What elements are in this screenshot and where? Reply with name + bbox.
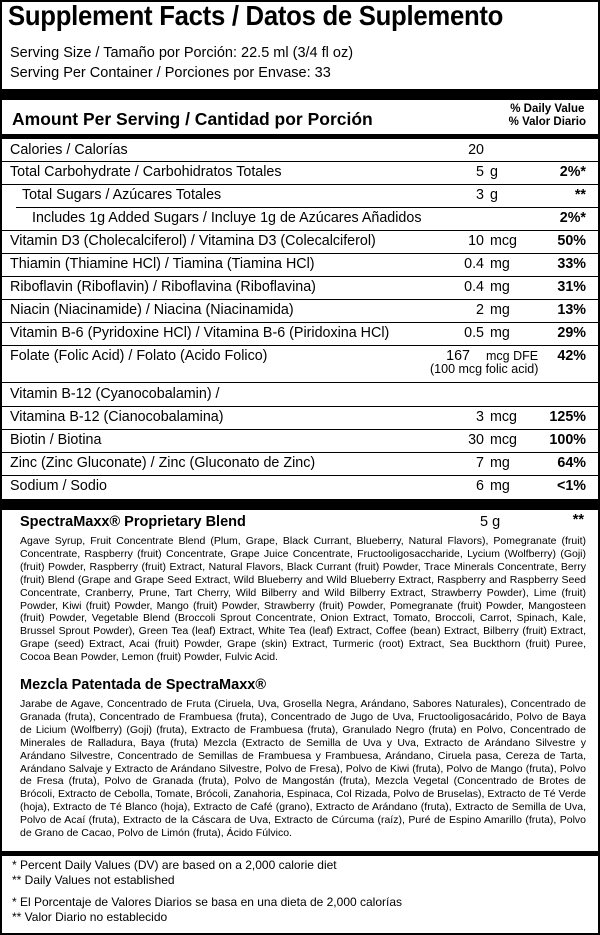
nutrient-unit: mg bbox=[490, 256, 510, 272]
nutrient-name: Vitamin B-6 (Pyridoxine HCl) / Vitamina B-6 (Piridoxina HCl) bbox=[10, 325, 390, 341]
nutrient-dv: 42% bbox=[557, 348, 586, 364]
nutrient-row-added-sugars bbox=[2, 207, 598, 229]
nutrient-unit: mcg bbox=[490, 432, 518, 448]
blend-ingredients-es: Jarabe de Agave, Concentrado de Fruta (Ciruela, Uva, Grosella Negra, Arándano, Sabores Naturales), Concentrado de Granada (fruta), Concentrado de Frambuesa (fruta), Concentrado de Jugo de Uva, Fructooligosacárido, Polvo de Baya de Licium (Wolfberry) (Goji) (fruta), Extracto de Frambuesa (fruta), Granulado Negro (fruta) en Polvo, Concentrado de Minerales de Ralladura, Baya (fruta) Mezcla (Extracto de Semilla de Uva y Uva, Extracto de Arándano Silvestre y Arándano Silvestre, Concentrado de Semillas de Frambuesa y Frambuesa, Arándano, Ciruela pasa, Cereza de Tarta, Arándano Salvaje y Extracto de Arándano Silvestre, Polvo de Fresa), Polvo de Kiwi (fruta), Polvo de Mango (fruta), Polvo de Fresa (fruta), Polvo de Granada (fruta), Polvo de Mangostán (fruta), Mezcla Vegetal (Concentrado de Brotes de Brócoli, Extracto de Cebolla, Tomate, Brócoli, Zanahoria, Espinaca, Col Rizada, Polvo de Bruselas), Extracto de Té Verde (hoja), Extracto de Té Blanco (hoja), Extracto de Café (grano), Extracto de Arándano (fruta), Extracto de Semilla de Uva, Polvo de Acaí (fruta), Extracto de la Cáscara de Uva, Extracto de Cúrcuma (raíz), Puré de Espino Amarillo (fruta), Polvo de Grano de Cacao, Polvo de Limón (fruta), Ácido Fúlvico. bbox=[20, 698, 586, 840]
nutrient-unit: mg bbox=[490, 279, 510, 295]
nutrient-row-biotin bbox=[2, 429, 598, 451]
nutrient-dv: 100% bbox=[549, 432, 586, 448]
nutrient-amount: 7 bbox=[476, 455, 484, 471]
nutrient-dv: 29% bbox=[557, 325, 586, 341]
blend-title-es: Mezcla Patentada de SpectraMaxx® bbox=[20, 677, 267, 693]
nutrient-name: Thiamin (Thiamine HCl) / Tiamina (Tiamina HCl) bbox=[10, 256, 315, 272]
thick-divider bbox=[2, 89, 598, 100]
nutrient-unit: mg bbox=[490, 455, 510, 471]
nutrient-amount: 20 bbox=[468, 142, 484, 158]
blend-amount: 5 g bbox=[480, 514, 501, 530]
nutrient-amount: 30 bbox=[468, 432, 484, 448]
daily-value-heading bbox=[509, 103, 586, 129]
nutrient-dv: 13% bbox=[557, 302, 586, 318]
nutrient-name: Includes 1g Added Sugars / Incluye 1g de Azúcares Añadidos bbox=[32, 210, 422, 226]
nutrient-row-thiamin bbox=[2, 253, 598, 275]
nutrient-unit: g bbox=[490, 187, 498, 203]
servings-per-container: Serving Per Container / Porciones por Envase: 33 bbox=[10, 65, 331, 81]
nutrient-row-folate bbox=[2, 345, 598, 381]
nutrient-row-vitamin-b12-en bbox=[2, 383, 598, 405]
nutrient-dv: 2%* bbox=[559, 210, 586, 226]
blend-ingredients-en: Agave Syrup, Fruit Concentrate Blend (Plum, Grape, Black Currant, Blueberry, Natural Flavors), Pomegranate (fruit) Concentrate, Raspberry (fruit) Concentrate, Grape Juice Concentrate, Fructooligosaccharide, Lycium (Wolfberry) (Goji) (fruit) Powder, Raspberry (fruit) Extract, Natural Flavors, Black Currant (fruit) Powder, Trace Minerals Concentrate, Berry (fruit) Blend (Grape and Grape Seed Extract, Wild Blueberry and Wild Blueberry Extract, Raspberry and Raspberry Seed Concentrate, Cranberry, Prune, Tart Cherry, Wild Bilberry and Wild Bilberry Extract, Strawberry Powder), Lime (fruit) Powder, Kiwi (fruit) Powder, Mango (fruit) Powder, Strawberry (fruit) Powder, Pomegranate (fruit) Powder, Mangosteen (fruit) Powder, Vegetable Blend (Broccoli Sprout Concentrate, Onion Extract, Tomato, Broccoli, Carrot, Spinach, Kale, Brussel Sprout Powder), Green Tea (leaf) Extract, White Tea (leaf) Extract, Coffee (bean) Extract, Bilberry (fruit) Extract, Grape (seed) Extract, Acai (fruit) Powder, Grape (skin) Extract, Turmeric (root) Extract, Sea Buckthorn (fruit) Puree, Cocoa Bean Powder, Lemon (fruit) Powder, Fulvic Acid. bbox=[20, 535, 586, 664]
nutrient-dv: ** bbox=[574, 187, 586, 203]
nutrient-name: Biotin / Biotina bbox=[10, 432, 102, 448]
nutrient-name: Total Sugars / Azúcares Totales bbox=[22, 187, 222, 203]
daily-value-heading-en: % Daily Value bbox=[510, 103, 585, 115]
nutrient-row-zinc bbox=[2, 452, 598, 474]
nutrient-unit: mg bbox=[490, 478, 510, 494]
nutrient-unit: mcg bbox=[490, 409, 518, 425]
nutrient-dv: 50% bbox=[557, 233, 586, 249]
nutrient-dv: 125% bbox=[549, 409, 586, 425]
nutrient-row-niacin bbox=[2, 299, 598, 321]
thick-divider bbox=[2, 499, 598, 510]
nutrient-name: Vitamina B-12 (Cianocobalamina) bbox=[10, 409, 224, 425]
nutrient-unit: g bbox=[490, 164, 498, 180]
nutrient-row-vitamin-b12 bbox=[2, 406, 598, 428]
nutrient-amount: 0.4 bbox=[464, 256, 484, 272]
nutrient-row-calories bbox=[2, 139, 598, 161]
blend-title: SpectraMaxx® Proprietary Blend bbox=[20, 514, 246, 530]
nutrient-unit: mcg DFE bbox=[486, 349, 539, 363]
daily-value-heading-es: % Valor Diario bbox=[508, 116, 586, 128]
serving-size: Serving Size / Tamaño por Porción: 22.5 ml (3/4 fl oz) bbox=[10, 45, 354, 61]
nutrient-amount: 3 bbox=[476, 187, 484, 203]
footnote-not-established-en: ** Daily Values not established bbox=[12, 873, 175, 887]
nutrient-amount: 167 bbox=[446, 348, 470, 364]
nutrient-name: Vitamin B-12 (Cyanocobalamin) / bbox=[10, 386, 220, 402]
nutrient-amount: 5 bbox=[476, 164, 484, 180]
nutrient-dv: <1% bbox=[556, 478, 586, 494]
nutrient-dv: 33% bbox=[557, 256, 586, 272]
panel-title: Supplement Facts / Datos de Suplemento bbox=[8, 0, 504, 31]
nutrient-dv: 31% bbox=[557, 279, 586, 295]
nutrient-amount: 0.5 bbox=[464, 325, 484, 341]
nutrient-dv: 2%* bbox=[559, 164, 586, 180]
nutrient-name: Sodium / Sodio bbox=[10, 478, 107, 494]
footnote-not-established-es: ** Valor Diario no establecido bbox=[12, 910, 168, 924]
nutrient-row-vitamin-b6 bbox=[2, 322, 598, 344]
nutrient-row-riboflavin bbox=[2, 276, 598, 298]
nutrient-row-sugars bbox=[2, 184, 598, 206]
blend-dv: ** bbox=[572, 512, 584, 528]
footnote-dv-es: * El Porcentaje de Valores Diarios se basa en una dieta de 2,000 calorías bbox=[12, 895, 403, 909]
nutrient-amount: 2 bbox=[476, 302, 484, 318]
nutrient-unit: mg bbox=[490, 302, 510, 318]
amount-per-serving-heading: Amount Per Serving / Cantidad por Porción bbox=[12, 109, 373, 129]
nutrient-row-carbohydrate bbox=[2, 161, 598, 183]
nutrient-name: Zinc (Zinc Gluconate) / Zinc (Gluconato de Zinc) bbox=[10, 455, 316, 471]
nutrient-unit: mg bbox=[490, 325, 510, 341]
nutrient-name: Total Carbohydrate / Carbohidratos Totales bbox=[10, 164, 282, 180]
nutrient-name: Riboflavin (Riboflavin) / Riboflavina (Riboflavina) bbox=[10, 279, 316, 295]
nutrient-unit: mcg bbox=[490, 233, 518, 249]
nutrient-row-vitamin-d3 bbox=[2, 230, 598, 252]
nutrient-name: Vitamin D3 (Cholecalciferol) / Vitamina D3 (Colecalciferol) bbox=[10, 233, 376, 249]
nutrient-name: Folate (Folic Acid) / Folato (Acido Folico) bbox=[10, 348, 268, 364]
medium-divider bbox=[2, 851, 598, 856]
nutrient-amount: 0.4 bbox=[464, 279, 484, 295]
nutrient-sub-note: (100 mcg folic acid) bbox=[430, 362, 539, 376]
footnote-dv-en: * Percent Daily Values (DV) are based on a 2,000 calorie diet bbox=[12, 858, 337, 872]
nutrient-amount: 10 bbox=[468, 233, 484, 249]
nutrient-name: Niacin (Niacinamide) / Niacina (Niacinamida) bbox=[10, 302, 294, 318]
nutrient-amount: 3 bbox=[476, 409, 484, 425]
nutrient-dv: 64% bbox=[557, 455, 586, 471]
nutrient-amount: 6 bbox=[476, 478, 484, 494]
nutrient-row-sodium bbox=[2, 475, 598, 497]
nutrient-name: Calories / Calorías bbox=[10, 142, 128, 158]
